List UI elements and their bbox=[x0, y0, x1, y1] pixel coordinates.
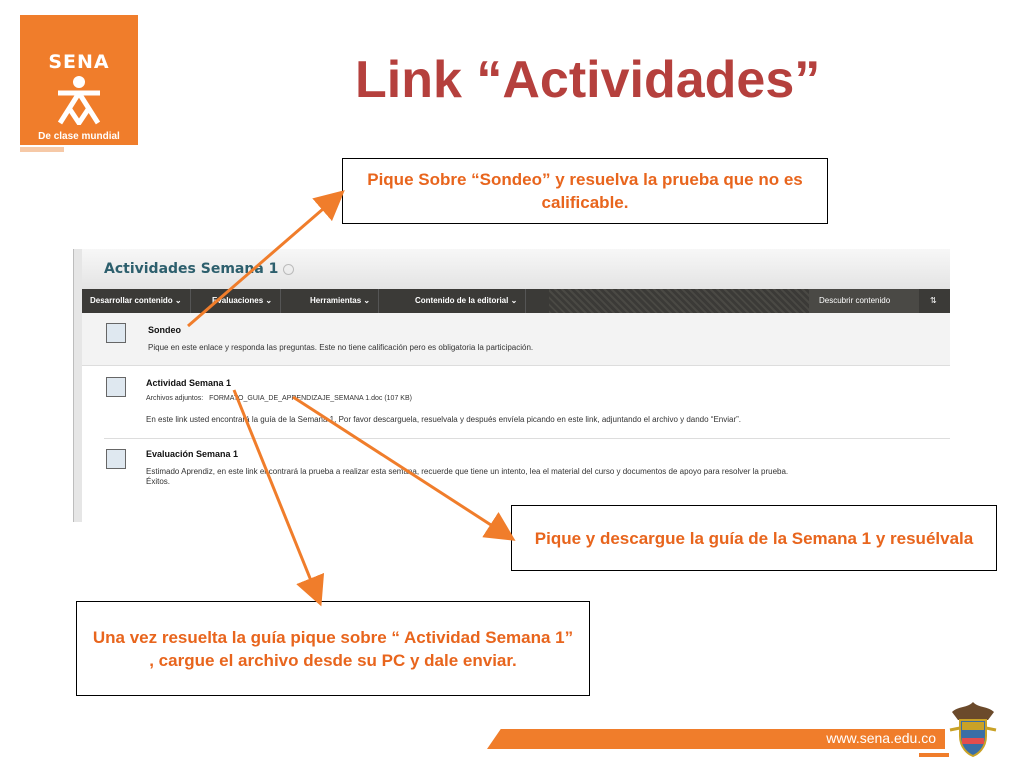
item-text-actividad: En este link usted encontrará la guía de la Semana 1, Por favor descarguela, resuelvala y después envíela picando en este link, adjuntando el archivo y dando “Enviar”. bbox=[146, 415, 742, 424]
item-attach-actividad: Archivos adjuntos: FORMATO_GUIA_DE_APRENDIZAJE_SEMANA 1.doc (107 KB) bbox=[146, 395, 412, 402]
menu-contenido-editorial[interactable]: Contenido de la editorial ⌄ bbox=[407, 289, 526, 313]
footer-strip bbox=[919, 753, 949, 757]
descubrir-contenido-button[interactable]: Descubrir contenido bbox=[809, 289, 919, 313]
arrow-actividad bbox=[234, 390, 318, 598]
reorder-button[interactable]: ⇅ bbox=[920, 289, 947, 313]
menu-herramientas[interactable]: Herramientas ⌄ bbox=[302, 289, 379, 313]
callout-actividad: Una vez resuelta la guía pique sobre “ Actividad Semana 1” , cargue el archivo desde su PC y dale enviar. bbox=[76, 601, 590, 696]
item-text2-evaluacion: Éxitos. bbox=[146, 477, 171, 486]
footer-url[interactable]: www.sena.edu.co bbox=[826, 730, 936, 746]
attachment-link[interactable]: FORMATO_GUIA_DE_APRENDIZAJE_SEMANA 1.doc (107 KB) bbox=[209, 395, 412, 402]
item-title-sondeo[interactable]: Sondeo bbox=[148, 325, 181, 335]
callout-guia: Pique y descargue la guía de la Semana 1 y resuélvala bbox=[511, 505, 997, 571]
item-title-actividad[interactable]: Actividad Semana 1 bbox=[146, 378, 232, 388]
item-text-sondeo: Pique en este enlace y responda las preguntas. Este no tiene calificación pero es obligatoria la participación. bbox=[148, 343, 534, 352]
item-title-evaluacion[interactable]: Evaluación Semana 1 bbox=[146, 449, 239, 459]
logo-tagline: De clase mundial bbox=[38, 131, 120, 142]
item-text-evaluacion: Estimado Aprendiz, en este link encontrará la prueba a realizar esta semana, recuerde que tiene un intento, lea el material del curso y documentos de apoyo para resolver la prueba. bbox=[146, 467, 789, 476]
menu-evaluaciones[interactable]: Evaluaciones ⌄ bbox=[204, 289, 281, 313]
logo-word: SENA bbox=[48, 51, 110, 73]
menu-desarrollar-contenido[interactable]: Desarrollar contenido ⌄ bbox=[82, 289, 191, 313]
arrow-guia bbox=[293, 397, 508, 536]
coat-of-arms-icon bbox=[948, 700, 998, 758]
slide-title: Link “Actividades” bbox=[355, 51, 821, 109]
callout-sondeo: Pique Sobre “Sondeo” y resuelva la prueba que no es calificable. bbox=[342, 158, 828, 224]
arrow-sondeo bbox=[188, 196, 338, 326]
lms-page-title: Actividades Semana 1 bbox=[104, 261, 294, 277]
